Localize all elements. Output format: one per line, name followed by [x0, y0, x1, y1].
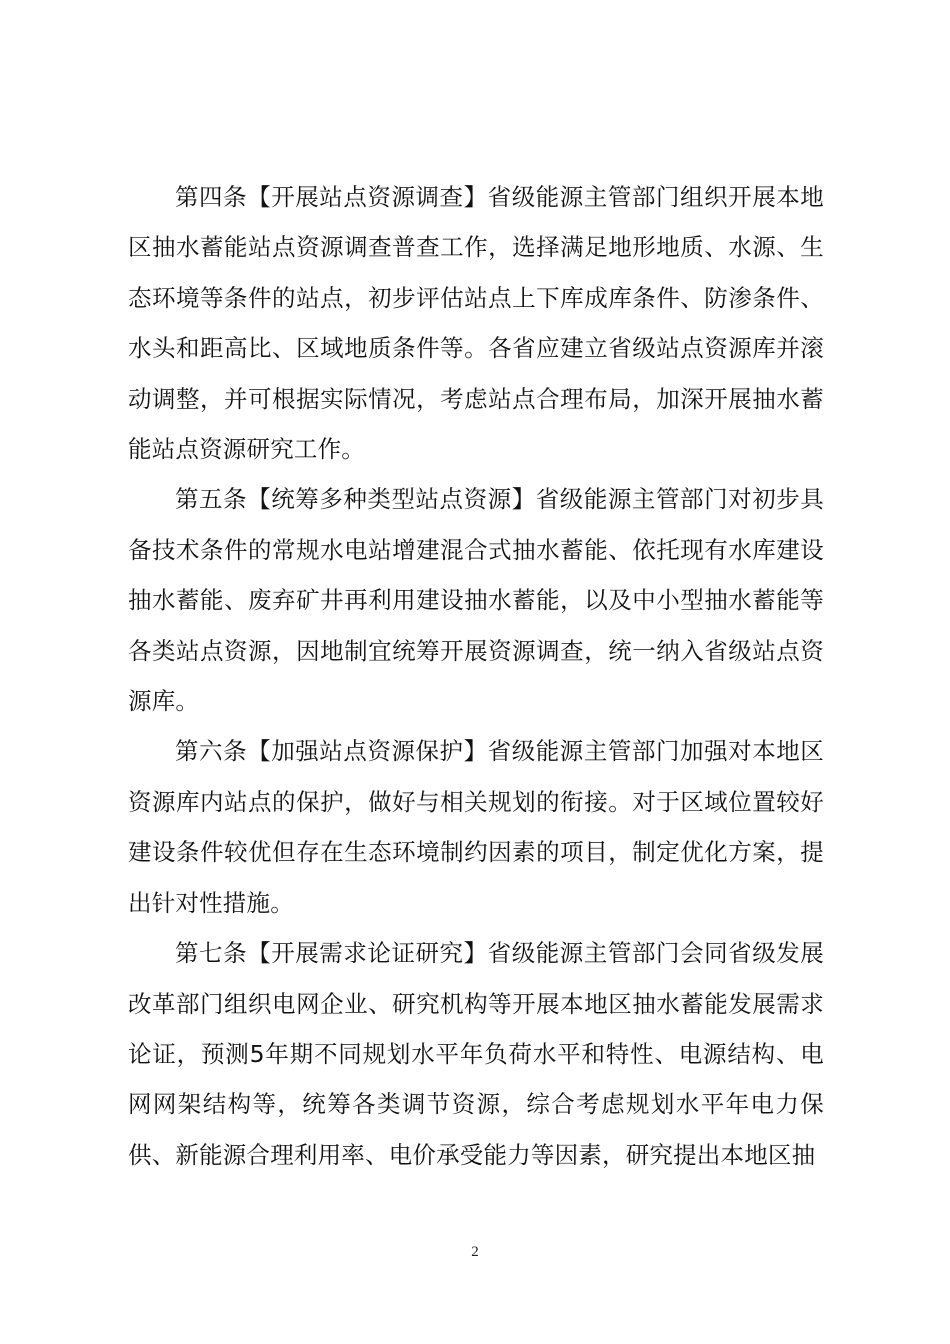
article-6-paragraph: 第六条【加强站点资源保护】省级能源主管部门加强对本地区资源库内站点的保护，做好与相关规划的衔接。对于区域位置较好建设条件较优但存在生态环境制约因素的项目，制定优化方案，提出针对性措施。 — [128, 737, 824, 917]
article-4-paragraph: 第四条【开展站点资源调查】省级能源主管部门组织开展本地区抽水蓄能站点资源调查普查工作，选择满足地形地质、水源、生态环境等条件的站点，初步评估站点上下库成库条件、防渗条件、水头和距高比、区域地质条件等。各省应建立省级站点资源库并滚动调整，并可根据实际情况，考虑站点合理布局，加深开展抽水蓄能站点资源研究工作。 — [128, 183, 824, 464]
body-text — [128, 172, 824, 1180]
article-7-paragraph: 第七条【开展需求论证研究】省级能源主管部门会同省级发展改革部门组织电网企业、研究机构等开展本地区抽水蓄能发展需求论证，预测5年期不同规划水平年负荷水平和特性、电源结构、电网网架结构等，统筹各类调节资源，综合考虑规划水平年电力保供、新能源合理利用率、电价承受能力等因素，研究提出本地区抽 — [128, 939, 824, 1169]
page-number: 2 — [471, 1244, 479, 1260]
article-5-paragraph: 第五条【统筹多种类型站点资源】省级能源主管部门对初步具备技术条件的常规水电站增建混合式抽水蓄能、依托现有水库建设抽水蓄能、废弃矿井再利用建设抽水蓄能，以及中小型抽水蓄能等各类站点资源，因地制宜统筹开展资源调查，统一纳入省级站点资源库。 — [128, 485, 824, 716]
